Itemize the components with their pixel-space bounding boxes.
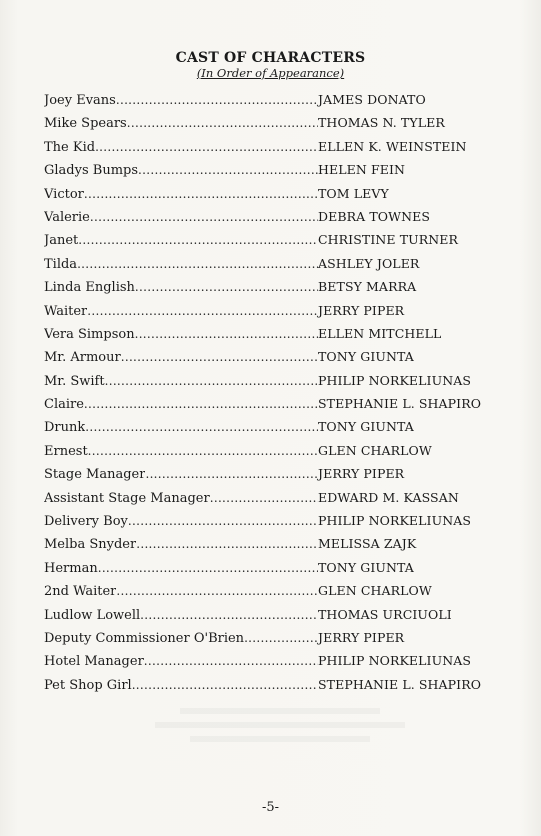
actor-name: TONY GIUNTA: [318, 349, 414, 365]
actor-name: JERRY PIPER: [318, 629, 405, 645]
cast-row: [44, 466, 494, 489]
character-name: Mr. Swift: [44, 373, 105, 389]
actor-name: HELEN FEIN: [318, 162, 406, 178]
character-name: Pet Shop Girl: [44, 677, 132, 693]
actor-name: TONY GIUNTA: [318, 559, 414, 575]
cast-row: [44, 536, 494, 559]
dot-leader: [90, 210, 318, 224]
character-name: Janet: [44, 233, 79, 249]
character-name: Drunk: [44, 420, 86, 436]
character-name: The Kid: [44, 139, 96, 155]
cast-row: [44, 490, 494, 513]
page-subtitle-text: (In Order of Appearance): [196, 66, 345, 80]
dot-leader: [116, 584, 318, 598]
actor-name: CHRISTINE TURNER: [318, 232, 459, 248]
character-name: Melba Snyder: [44, 537, 137, 553]
dot-leader: [84, 187, 318, 201]
cast-row: [44, 162, 494, 185]
actor-name: STEPHANIE L. SHAPIRO: [318, 396, 482, 412]
character-name: Vera Simpson: [44, 326, 135, 342]
character-name: Stage Manager: [44, 467, 146, 483]
actor-name: STEPHANIE L. SHAPIRO: [318, 676, 482, 692]
actor-name: TONY GIUNTA: [318, 419, 414, 435]
actor-name: BETSY MARRA: [318, 279, 417, 295]
dot-leader: [77, 257, 318, 271]
character-name: Herman: [44, 560, 98, 576]
actor-name: TOM LEVY: [318, 185, 389, 201]
cast-row: [44, 443, 494, 466]
cast-row: [44, 232, 494, 255]
actor-name: JAMES DONATO: [318, 92, 426, 107]
actor-name: ELLEN MITCHELL: [318, 325, 442, 341]
cast-row: [44, 209, 494, 232]
character-name: Ludlow Lowell: [44, 607, 141, 623]
character-name: Deputy Commissioner O'Brien: [44, 630, 245, 646]
dot-leader: [95, 140, 318, 154]
cast-row: [44, 326, 494, 349]
dot-leader: [88, 444, 318, 458]
character-name: Assistant Stage Manager: [44, 490, 210, 506]
dot-leader: [127, 116, 318, 130]
dot-leader: [85, 420, 318, 434]
dot-leader: [145, 467, 318, 481]
cast-row: [44, 630, 494, 653]
dot-leader: [98, 561, 318, 575]
actor-name: EDWARD M. KASSAN: [318, 489, 459, 505]
cast-row: [44, 583, 494, 606]
actor-name: PHILIP NORKELIUNAS: [318, 513, 472, 529]
dot-leader: [121, 350, 318, 364]
cast-row: [44, 607, 494, 630]
dot-leader: [138, 163, 318, 177]
actor-name: ELLEN K. WEINSTEIN: [318, 138, 467, 154]
actor-name: DEBRA TOWNES: [318, 208, 431, 224]
cast-row: [44, 92, 494, 115]
dot-leader: [244, 631, 318, 645]
cast-row: [44, 373, 494, 396]
cast-row: [44, 396, 494, 419]
actor-name: PHILIP NORKELIUNAS: [318, 653, 472, 669]
character-name: Linda English: [44, 280, 135, 296]
character-name: Waiter: [44, 303, 88, 319]
character-name: Joey Evans: [44, 93, 116, 108]
dot-leader: [140, 608, 318, 622]
cast-row: [44, 115, 494, 138]
actor-name: GLEN CHARLOW: [318, 442, 432, 458]
dot-leader: [210, 491, 318, 505]
character-name: 2nd Waiter: [44, 584, 117, 600]
page-number: -5-: [261, 800, 280, 815]
character-name: Mike Spears: [44, 116, 127, 132]
dot-leader: [128, 514, 318, 528]
cast-row: [44, 419, 494, 442]
character-name: Claire: [44, 397, 84, 413]
actor-name: THOMAS N. TYLER: [318, 115, 445, 131]
dot-leader: [84, 397, 318, 411]
page-title: CAST OF CHARACTERS: [175, 50, 366, 66]
dot-leader: [144, 654, 318, 668]
dot-leader: [78, 233, 318, 247]
cast-row: [44, 279, 494, 302]
character-name: Valerie: [44, 209, 90, 225]
cast-row: [44, 560, 494, 583]
actor-name: THOMAS URCIUOLI: [318, 606, 452, 622]
cast-row: [44, 186, 494, 209]
cast-row: [44, 677, 494, 700]
dot-leader: [135, 327, 318, 341]
cast-row: [44, 349, 494, 372]
cast-list: [44, 92, 494, 700]
character-name: Ernest: [44, 443, 88, 459]
cast-row: [44, 303, 494, 326]
actor-name: ASHLEY JOLER: [318, 255, 420, 271]
page-subtitle: [0, 66, 541, 80]
bleed-through-text: [150, 700, 410, 760]
character-name: Mr. Armour: [44, 350, 121, 366]
actor-name: GLEN CHARLOW: [318, 583, 432, 599]
dot-leader: [116, 93, 318, 107]
character-name: Victor: [44, 186, 84, 202]
dot-leader: [87, 304, 318, 318]
dot-leader: [135, 280, 318, 294]
character-name: Gladys Bumps: [44, 163, 139, 179]
actor-name: JERRY PIPER: [318, 302, 405, 318]
dot-leader: [132, 678, 318, 692]
actor-name: JERRY PIPER: [318, 466, 405, 482]
actor-name: MELISSA ZAJK: [318, 536, 417, 552]
cast-row: [44, 256, 494, 279]
cast-row: [44, 653, 494, 676]
actor-name: PHILIP NORKELIUNAS: [318, 372, 472, 388]
character-name: Delivery Boy: [44, 514, 128, 530]
character-name: Hotel Manager: [44, 654, 144, 670]
cast-row: [44, 513, 494, 536]
character-name: Tilda: [44, 256, 78, 272]
cast-row: [44, 139, 494, 162]
dot-leader: [136, 537, 318, 551]
dot-leader: [105, 374, 318, 388]
